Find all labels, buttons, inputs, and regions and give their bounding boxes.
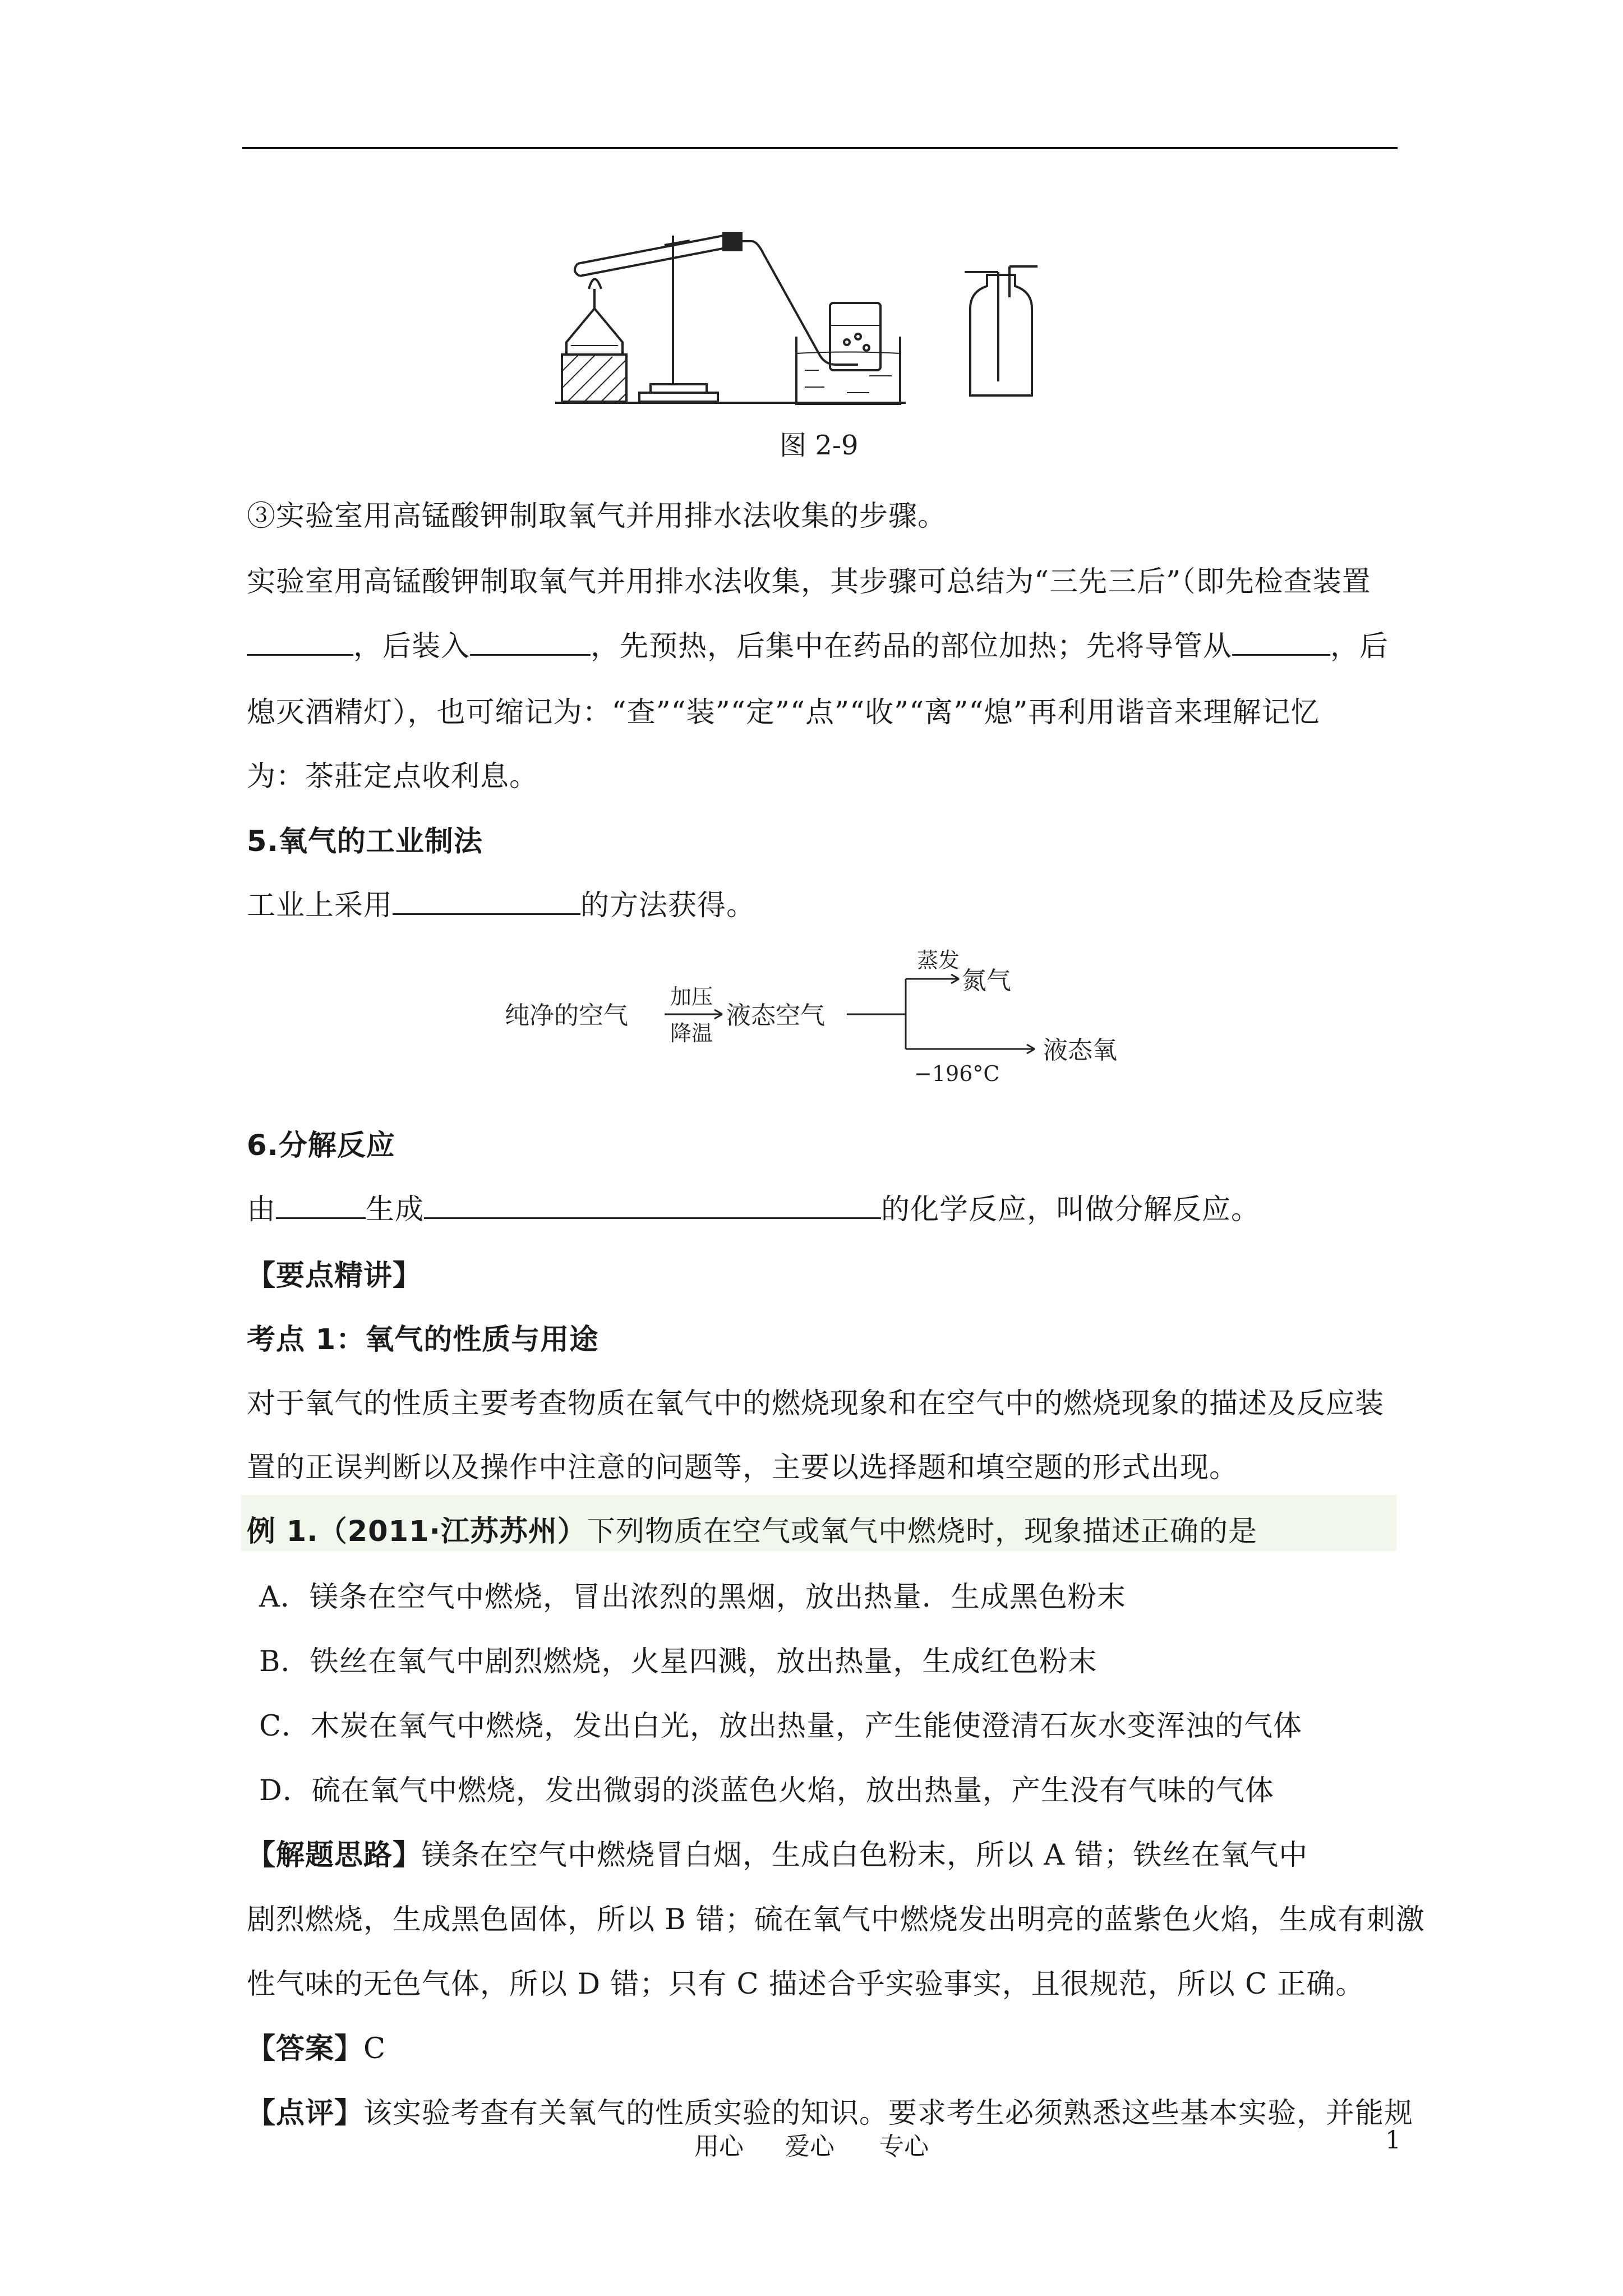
decomposition-text xyxy=(247,1186,1260,1227)
comment-text: 该实验考查有关氧气的性质实验的知识。要求考生必须熟悉这些基本实验，并能规 xyxy=(363,2097,1414,2130)
fill-blank[interactable] xyxy=(1232,625,1330,656)
flow-branch-top-label: 蒸发 xyxy=(917,948,960,973)
figure-caption: 图 2-9 xyxy=(780,430,859,461)
footer-word-1: 用心 xyxy=(694,2132,744,2161)
answer-value: C xyxy=(363,2032,386,2065)
flow-branch-bottom-label: −196°C xyxy=(914,1061,1000,1086)
industrial-flow-diagram xyxy=(488,934,1161,1102)
flow-middle: 液态空气 xyxy=(726,1001,825,1030)
flow-cond-bottom: 降温 xyxy=(670,1021,713,1046)
steps-text: ，后装入 xyxy=(353,630,471,663)
steps-heading: ③实验室用高锰酸钾制取氧气并用排水法收集的步骤。 xyxy=(247,500,947,533)
example-question xyxy=(247,1508,1257,1549)
decomp-text-c: 的化学反应，叫做分解反应。 xyxy=(881,1193,1261,1226)
footer-word-2: 爱心 xyxy=(785,2132,834,2161)
option-d: D．硫在氧气中燃烧，发出微弱的淡蓝色火焰，放出热量，产生没有气味的气体 xyxy=(259,1774,1274,1807)
comment-label: 【点评】 xyxy=(247,2097,364,2130)
decomposition-heading: 6.分解反应 xyxy=(247,1129,395,1162)
keypoints-heading: 【要点精讲】 xyxy=(247,1259,422,1292)
solution-line-1 xyxy=(247,1832,1308,1873)
point1-line-2: 置的正误判断以及操作中注意的问题等，主要以选择题和填空题的形式出现。 xyxy=(247,1451,1239,1484)
industrial-text-a: 工业上采用 xyxy=(247,889,393,922)
comment-line xyxy=(247,2090,1413,2131)
flow-cond-top: 加压 xyxy=(670,984,713,1009)
decomp-text-a: 由 xyxy=(247,1193,276,1226)
example-question-text: 下列物质在空气或氧气中燃烧时，现象描述正确的是 xyxy=(586,1515,1257,1548)
point1-heading: 考点 1：氧气的性质与用途 xyxy=(247,1323,599,1356)
apparatus-drawing xyxy=(555,224,1116,409)
solution-text: 镁条在空气中燃烧冒白烟，生成白色粉末，所以 A 错；铁丝在氧气中 xyxy=(422,1839,1308,1872)
solution-line-3: 性气味的无色气体，所以 D 错；只有 C 描述合乎实验事实，且很规范，所以 C 正确。 xyxy=(247,1968,1365,2001)
flow-start: 纯净的空气 xyxy=(505,1001,628,1030)
fill-blank[interactable] xyxy=(470,625,591,656)
industrial-heading: 5.氧气的工业制法 xyxy=(247,825,483,858)
option-c: C．木炭在氧气中燃烧，发出白光，放出热量，产生能使澄清石灰水变浑浊的气体 xyxy=(259,1710,1303,1743)
fill-blank[interactable] xyxy=(247,625,353,656)
answer-label: 【答案】 xyxy=(247,2032,364,2065)
fill-blank[interactable] xyxy=(424,1188,881,1219)
header-rule xyxy=(242,147,1398,149)
footer-word-3: 专心 xyxy=(879,2132,929,2161)
steps-text: ，后 xyxy=(1330,630,1389,663)
steps-line-1: 实验室用高锰酸钾制取氧气并用排水法收集，其步骤可总结为“三先三后”（即先检查装置 xyxy=(247,565,1371,599)
flow-branch-top-product: 氮气 xyxy=(962,967,1011,995)
steps-line-4: 为：茶莊定点收利息。 xyxy=(247,760,539,793)
flow-branch-bottom-product: 液态氧 xyxy=(1043,1036,1117,1065)
page-number: 1 xyxy=(1385,2126,1401,2155)
fill-blank[interactable] xyxy=(276,1188,366,1219)
solution-label: 【解题思路】 xyxy=(247,1839,422,1872)
steps-line-2 xyxy=(247,623,1389,664)
fill-blank[interactable] xyxy=(393,884,580,915)
decomp-text-b: 生成 xyxy=(366,1193,425,1226)
example-label: 例 1.（2011·江苏苏州） xyxy=(247,1515,587,1548)
industrial-text xyxy=(247,882,755,923)
solution-line-2: 剧烈燃烧，生成黑色固体，所以 B 错；硫在氧气中燃烧发出明亮的蓝紫色火焰，生成有刺激 xyxy=(247,1903,1425,1936)
steps-text: ，先预热，后集中在药品的部位加热；先将导管从 xyxy=(591,630,1233,663)
option-a: A．镁条在空气中燃烧，冒出浓烈的黑烟，放出热量．生成黑色粉末 xyxy=(259,1581,1126,1614)
industrial-text-b: 的方法获得。 xyxy=(580,889,756,922)
steps-line-3: 熄灭酒精灯），也可缩记为：“查”“装”“定”“点”“收”“离”“熄”再利用谐音来理解记忆 xyxy=(247,696,1320,729)
point1-line-1: 对于氧气的性质主要考查物质在氧气中的燃烧现象和在空气中的燃烧现象的描述及反应装 xyxy=(247,1387,1385,1420)
apparatus-figure xyxy=(555,224,1116,409)
option-b: B．铁丝在氧气中剧烈燃烧，火星四溅，放出热量，生成红色粉末 xyxy=(259,1645,1098,1678)
answer-line xyxy=(247,2025,386,2067)
